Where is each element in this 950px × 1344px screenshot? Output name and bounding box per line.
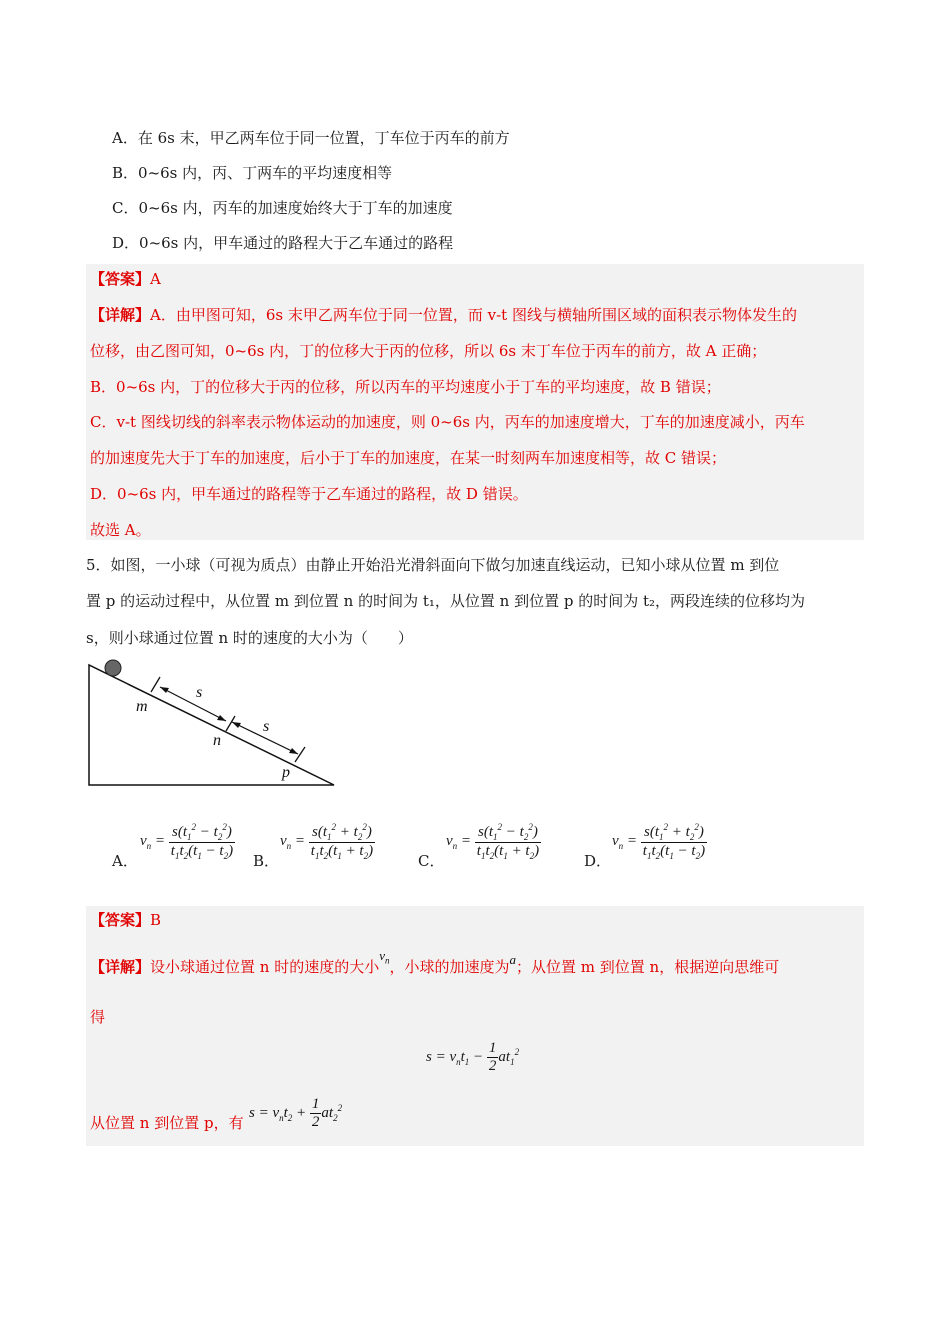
question-line-3: s，则小球通过位置 n 时的速度的大小为（ ） [86, 629, 413, 647]
answer-value: A [150, 270, 161, 288]
incline-figure [80, 655, 350, 795]
label-s1: s [196, 684, 203, 701]
option-d-label: D． [584, 852, 612, 870]
detail2-text-a: 设小球通过位置 n 时的速度的大小 [150, 958, 380, 976]
detail-text: A．由甲图可知，6s 末甲乙两车位于同一位置，而 v-t 图线与横轴所围区域的面积表示物体发生的 [150, 306, 797, 324]
question-line-2: 置 p 的运动过程中，从位置 m 到位置 n 的时间为 t₁，从位置 n 到位置 p 的时间为 t₂，两段连续的位移均为 [86, 592, 806, 610]
detail2-text-c: ；从位置 m 到位置 n，根据逆向思维可 [516, 958, 780, 976]
formula-b: $v_n$ = $\frac{s(t_1^2 + t_2^2)}{t_1t_2(t_1 + t_2)}$ [280, 822, 374, 861]
tick-m [151, 677, 160, 692]
detail2-line-3 [90, 1113, 244, 1133]
detail2-tag: 【详解】 [90, 958, 151, 976]
answer-tag: 【答案】 [90, 270, 151, 288]
formula-a: $v_n$ = $\frac{s(t_1^2 - t_2^2)}{t_1t_2(t_1 - t_2)}$ [140, 822, 234, 861]
answer2-line [90, 910, 161, 930]
vn-symbol: $v_n$ [379, 948, 390, 966]
detail2-line-1 [90, 948, 780, 983]
label-s2: s [263, 718, 270, 735]
option-c: C．0~6s 内，丙车的加速度始终大于丁车的加速度 [112, 199, 453, 217]
option-c-label: C． [418, 852, 445, 870]
detail-tag: 【详解】 [90, 306, 151, 324]
detail2-text-b: ，小球的加速度为 [389, 958, 510, 976]
option-a-label: A． [112, 852, 138, 870]
a-symbol: a [509, 952, 517, 967]
detail-line-6: D．0~6s 内，甲车通过的路程等于乙车通过的路程，故 D 错误。 [90, 485, 528, 503]
equation-2: $s = v_nt_2$ + $\frac{1}{2}$ $at_2^2$ [249, 1096, 343, 1130]
tick-p [295, 747, 305, 762]
answer-block-2 [86, 906, 864, 1146]
detail-line-4: C．v-t 图线切线的斜率表示物体运动的加速度，则 0~6s 内，丙车的加速度增大，丁车的加速度减小，丙车 [90, 413, 805, 431]
option-b: B．0~6s 内，丙、丁两车的平均速度相等 [112, 164, 393, 182]
option-b-label: B． [253, 852, 280, 870]
detail-line-7: 故选 A。 [90, 521, 151, 539]
formula-d: $v_n$ = $\frac{s(t_1^2 + t_2^2)}{t_1t_2(t_1 - t_2)}$ [612, 822, 706, 861]
answer2-value: B [150, 911, 162, 929]
detail2-text-3: 从位置 n 到位置 p，有 [90, 1114, 244, 1132]
label-n: n [213, 732, 221, 749]
answer-line [90, 269, 161, 289]
equation-1: $s = v_nt_1$ − $\frac{1}{2}$ $at_1^2$ [426, 1040, 520, 1074]
question-line-1: 5．如图，一小球（可视为质点）由静止开始沿光滑斜面向下做匀加速直线运动，已知小球从位置 m 到位 [86, 556, 780, 574]
detail-line-1 [90, 305, 797, 325]
answer2-tag: 【答案】 [90, 911, 151, 929]
incline-triangle [89, 665, 334, 785]
detail-line-2: 位移，由乙图可知，0~6s 内，丁的位移大于丙的位移，所以 6s 末丁车位于丙车的前方，故 A 正确； [90, 342, 767, 360]
label-p: p [282, 764, 290, 781]
detail-line-5: 的加速度先大于丁车的加速度，后小于丁车的加速度，在某一时刻两车加速度相等，故 C 错误； [90, 449, 727, 467]
option-d: D．0~6s 内，甲车通过的路程大于乙车通过的路程 [112, 234, 454, 252]
option-a: A．在 6s 末，甲乙两车位于同一位置，丁车位于丙车的前方 [112, 129, 510, 147]
ball [105, 660, 121, 676]
answer-block-1 [86, 264, 864, 540]
detail2-line-2: 得 [90, 1008, 106, 1026]
formula-c: $v_n$ = $\frac{s(t_1^2 - t_2^2)}{t_1t_2(t_1 + t_2)}$ [446, 822, 540, 861]
label-m: m [136, 698, 148, 715]
detail-line-3: B．0~6s 内，丁的位移大于丙的位移，所以丙车的平均速度小于丁车的平均速度，故 B 错误； [90, 378, 721, 396]
